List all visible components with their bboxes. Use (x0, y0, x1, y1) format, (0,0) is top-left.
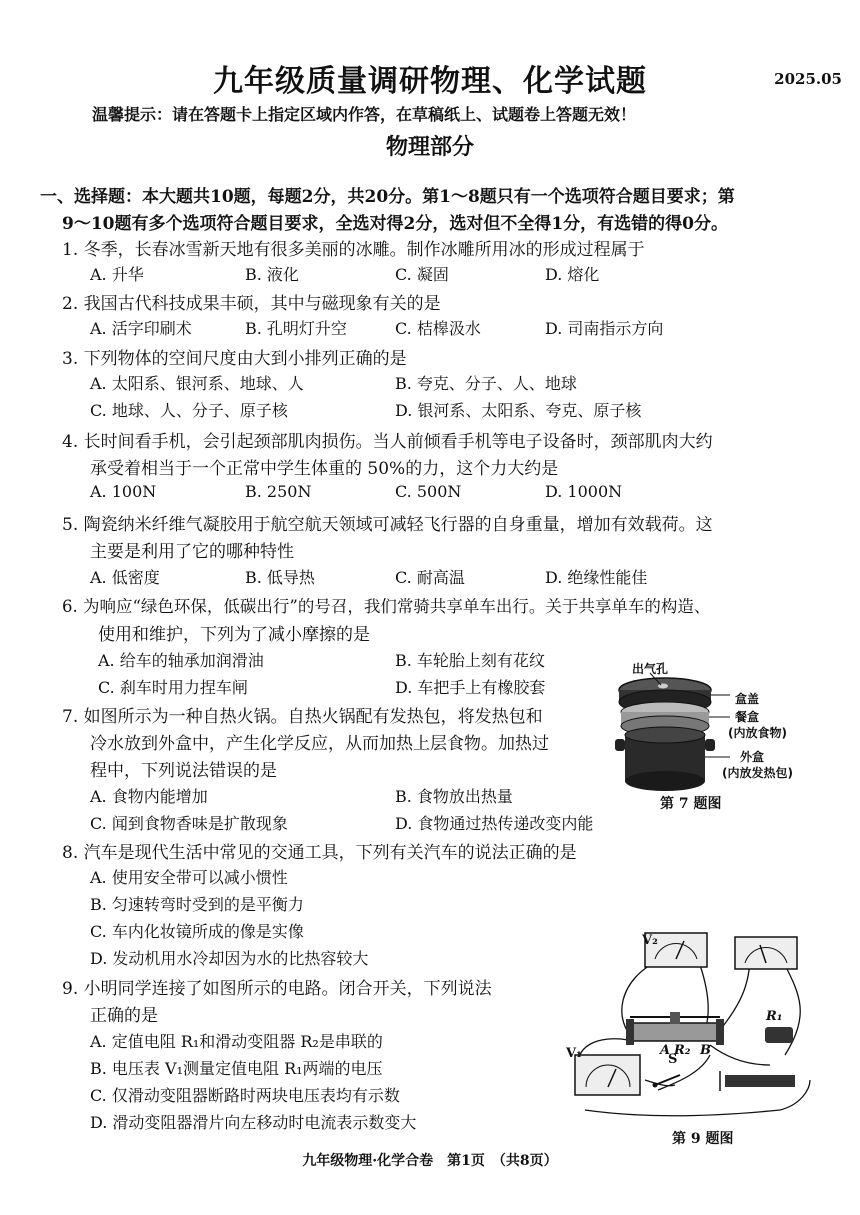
question-1-option-d: D. 熔化 (545, 265, 600, 284)
figure-9-label-v1: V₁ (566, 1046, 582, 1061)
question-9-option-a: A. 定值电阻 R₁和滑动变阻器 R₂是串联的 (90, 1032, 383, 1051)
figure-9-circuit (560, 925, 840, 1125)
question-6-stem-line1: 6. 为响应“绿色环保，低碳出行”的号召，我们常骑共享单车出行。关于共享单车的构造、 (62, 597, 711, 616)
page-footer: 九年级物理·化学合卷 第1页 （共8页） (302, 1153, 558, 1169)
part1-instruction-line2: 9～10题有多个选项符合题目要求，全选对得2分，选对但不全得1分，有选错的得0分。 (62, 214, 728, 234)
question-6-option-b: B. 车轮胎上刻有花纹 (395, 651, 545, 670)
figure-7-label-heat-pack-note: (内放发热包) (722, 766, 793, 780)
figure-7-hotpot (605, 655, 825, 815)
slide-rheostat-r2 (630, 1023, 720, 1041)
exam-title: 九年级质量调研物理、化学试题 (213, 64, 647, 99)
resistor-r1 (765, 1027, 793, 1043)
hotpot-handle-left (615, 739, 625, 751)
question-2-stem: 2. 我国古代科技成果丰硕，其中与磁现象有关的是 (62, 294, 441, 314)
question-7-option-a: A. 食物内能增加 (90, 787, 208, 806)
question-2-option-c: C. 桔槔汲水 (395, 319, 481, 338)
exam-date: 2025.05 (774, 70, 842, 88)
question-2-option-a: A. 活字印刷术 (90, 319, 192, 338)
question-9-option-c: C. 仅滑动变阻器断路时两块电压表均有示数 (90, 1086, 400, 1105)
question-4-stem-line2: 承受着相当于一个正常中学生体重的 50%的力，这个力大约是 (90, 459, 559, 479)
question-5-stem-line2: 主要是利用了它的哪种特性 (90, 542, 294, 562)
question-7-option-b: B. 食物放出热量 (395, 787, 513, 806)
switch-s (655, 1075, 680, 1085)
question-4-stem-line1: 4. 长时间看手机，会引起颈部肌肉损伤。当人前倾看手机等电子设备时，颈部肌肉大约 (62, 432, 713, 452)
question-7-option-c: C. 闻到食物香味是扩散现象 (90, 814, 288, 833)
hotpot-handle-right (705, 739, 715, 751)
question-8-option-b: B. 匀速转弯时受到的是平衡力 (90, 895, 304, 914)
figure-9-label-b: B (700, 1043, 711, 1058)
question-7-stem-line3: 程中，下列说法错误的是 (90, 761, 277, 781)
question-4-option-d: D. 1000N (545, 482, 623, 501)
figure-7-label-food-box: 餐盒 (735, 710, 760, 724)
question-5-stem-line1: 5. 陶瓷纳米纤维气凝胶用于航空航天领域可减轻飞行器的自身重量，增加有效载荷。这 (62, 515, 713, 535)
question-5-option-b: B. 低导热 (245, 568, 315, 587)
question-9-option-b: B. 电压表 V₁测量定值电阻 R₁两端的电压 (90, 1059, 383, 1078)
question-2-option-d: D. 司南指示方向 (545, 319, 664, 338)
question-6-option-d: D. 车把手上有橡胶套 (395, 678, 546, 697)
figure-7-label-vent: 出气孔 (632, 662, 669, 676)
question-2-option-b: B. 孔明灯升空 (245, 319, 347, 338)
question-4-option-a: A. 100N (90, 482, 157, 501)
question-5-option-c: C. 耐高温 (395, 568, 465, 587)
question-8-option-d: D. 发动机用水冷却因为水的比热容较大 (90, 949, 369, 968)
figure-9-label-s: S (668, 1052, 678, 1067)
section-title: 物理部分 (385, 134, 474, 160)
figure-7-label-food-note: (内放食物) (728, 726, 787, 740)
hotpot-vent-hole (658, 684, 668, 689)
question-5-option-a: A. 低密度 (90, 568, 160, 587)
question-6-stem-line2: 使用和维护，下列为了减小摩擦的是 (98, 625, 370, 645)
figure-9-caption: 第 9 题图 (672, 1131, 734, 1147)
question-4-option-b: B. 250N (245, 482, 312, 501)
voltmeter-v1 (575, 1055, 640, 1095)
question-8-option-c: C. 车内化妆镜所成的像是实像 (90, 922, 304, 941)
question-7-stem-line2: 冷水放到外盒中，产生化学反应，从而加热上层食物。加热过 (90, 734, 549, 754)
figure-9-label-a: A (660, 1043, 671, 1058)
question-8-option-a: A. 使用安全带可以减小惯性 (90, 868, 288, 887)
battery (725, 1075, 795, 1087)
figure-9-label-r2: R₂ (674, 1043, 691, 1058)
question-8-stem: 8. 汽车是现代生活中常见的交通工具，下列有关汽车的说法正确的是 (62, 843, 577, 863)
question-3-option-c: C. 地球、人、分子、原子核 (90, 401, 288, 420)
figure-7-caption: 第 7 题图 (660, 796, 722, 812)
question-7-option-d: D. 食物通过热传递改变内能 (395, 814, 594, 833)
figure-7-label-lid: 盒盖 (735, 692, 760, 706)
figure-9-label-r1: R₁ (766, 1009, 783, 1024)
question-1-option-c: C. 凝固 (395, 265, 449, 284)
question-4-option-c: C. 500N (395, 482, 462, 501)
exam-tip: 温馨提示：请在答题卡上指定区域内作答，在草稿纸上、试题卷上答题无效！ (92, 105, 637, 124)
question-9-stem-line2: 正确的是 (90, 1006, 158, 1026)
figure-9-label-v2: V₂ (642, 933, 658, 948)
question-3-option-d: D. 银河系、太阳系、夸克、原子核 (395, 401, 642, 420)
question-1-option-b: B. 液化 (245, 265, 299, 284)
figure-7-label-outer-box: 外盒 (740, 750, 765, 764)
question-3-option-b: B. 夸克、分子、人、地球 (395, 374, 577, 393)
question-9-option-d: D. 滑动变阻器滑片向左移动时电流表示数变大 (90, 1113, 417, 1132)
question-3-stem: 3. 下列物体的空间尺度由大到小排列正确的是 (62, 349, 407, 369)
question-3-option-a: A. 太阳系、银河系、地球、人 (90, 374, 304, 393)
part1-instruction-line1: 一、选择题：本大题共10题，每题2分，共20分。第1～8题只有一个选项符合题目要求；第 (40, 187, 735, 207)
question-6-option-a: A. 给车的轴承加润滑油 (98, 651, 264, 670)
question-7-stem-line1: 7. 如图所示为一种自热火锅。自热火锅配有发热包，将发热包和 (62, 707, 543, 727)
question-1-stem: 1. 冬季，长春冰雪新天地有很多美丽的冰雕。制作冰雕所用冰的形成过程属于 (62, 240, 645, 260)
question-6-option-c: C. 刹车时用力捏车闸 (98, 678, 248, 697)
question-9-stem-line1: 9. 小明同学连接了如图所示的电路。闭合开关，下列说法 (62, 979, 492, 999)
question-1-option-a: A. 升华 (90, 265, 144, 284)
question-5-option-d: D. 绝缘性能佳 (545, 568, 648, 587)
ammeter (735, 937, 797, 969)
